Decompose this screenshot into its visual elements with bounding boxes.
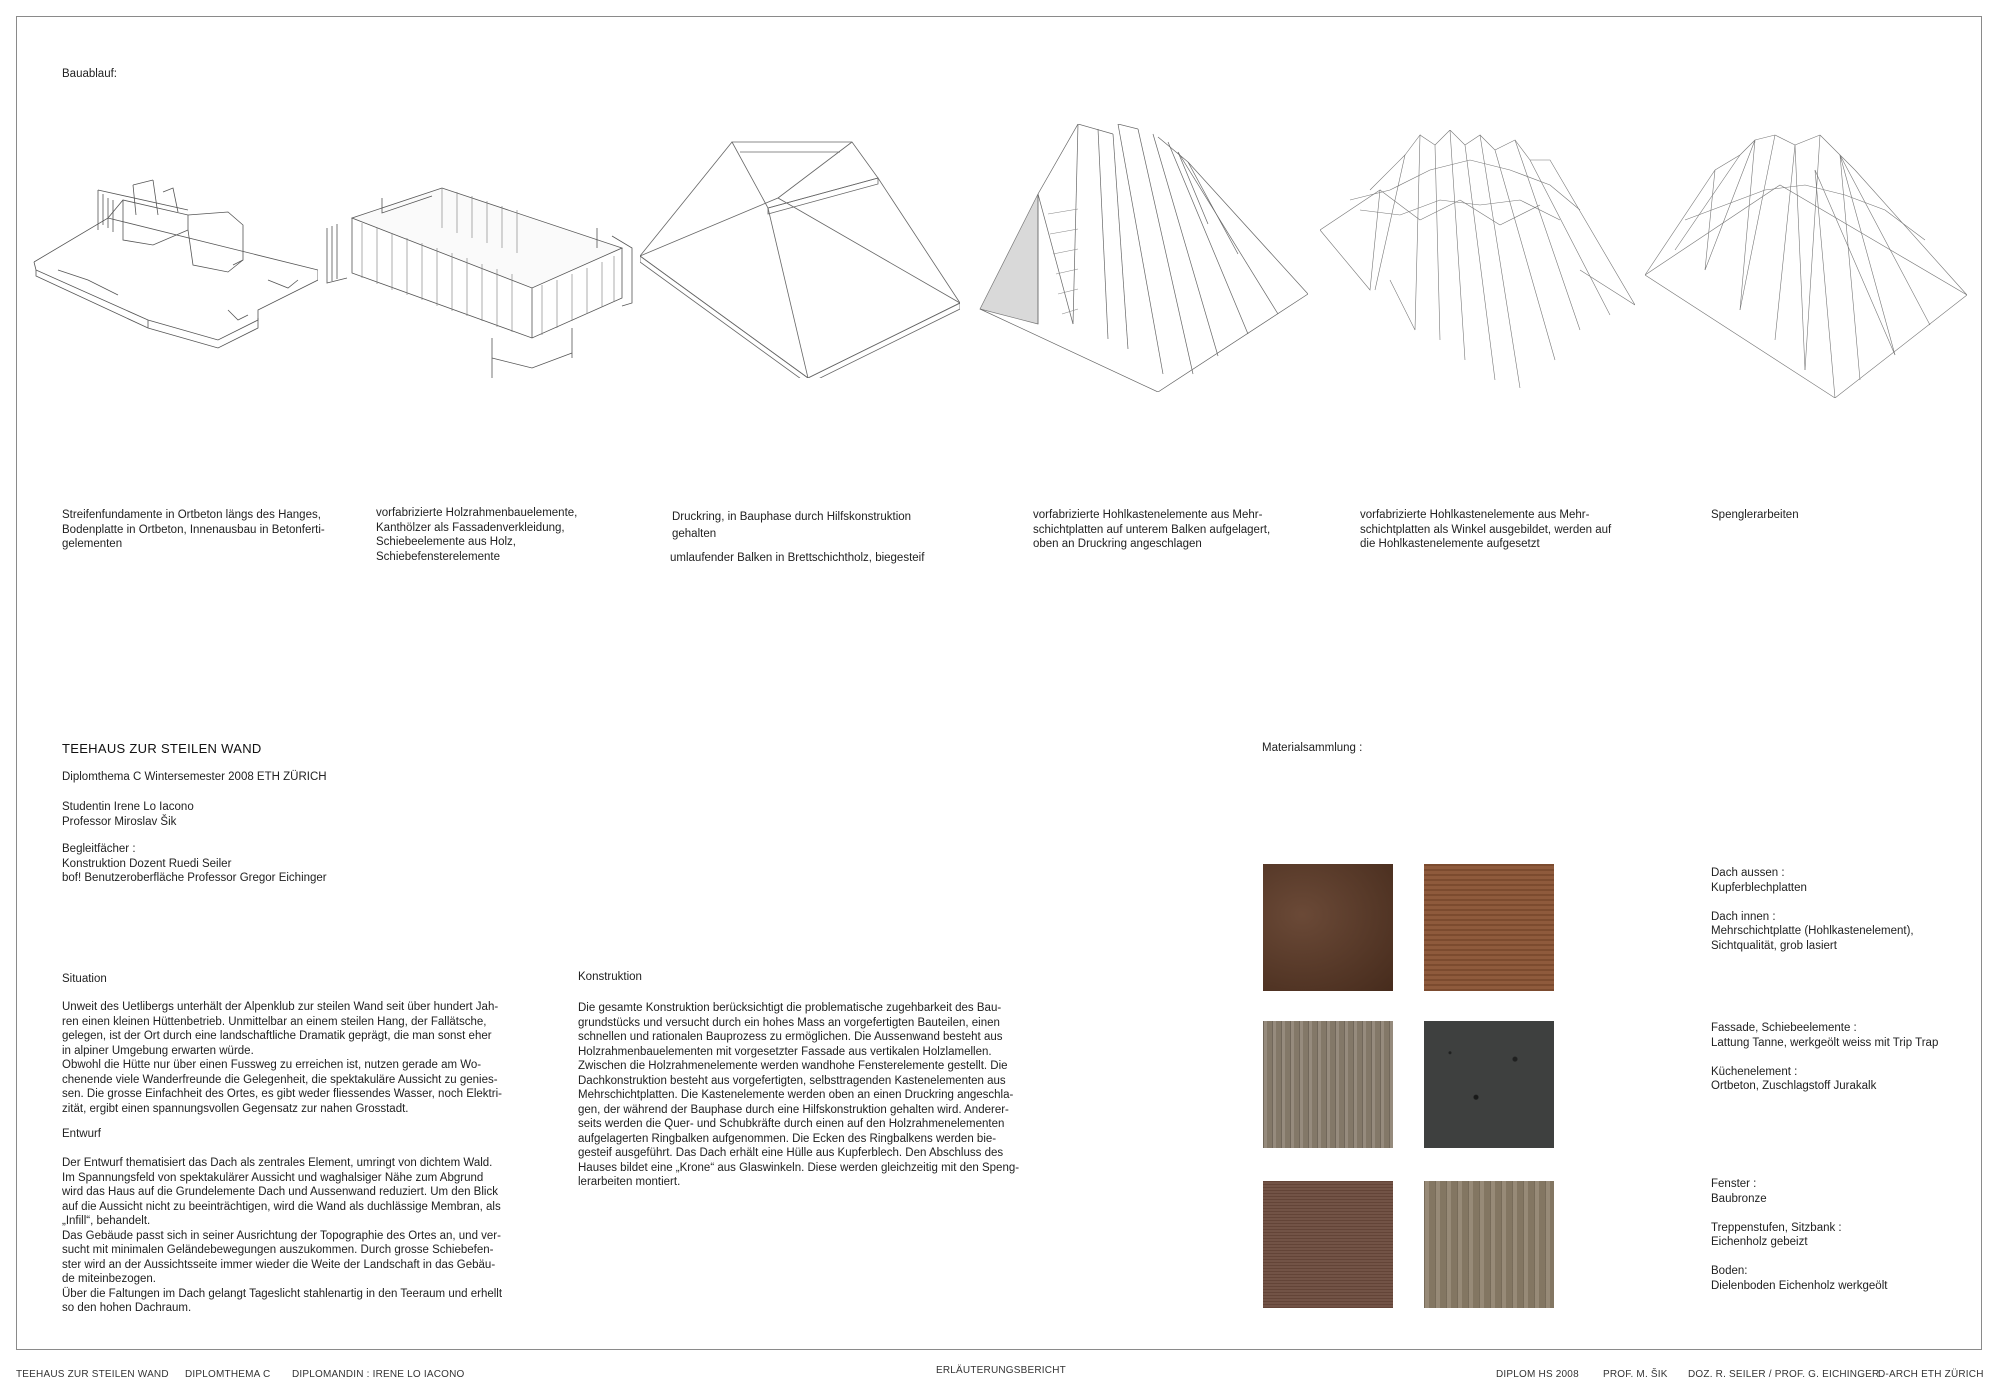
- entwurf-body: Der Entwurf thematisiert das Dach als zentrales Element, umringt von dichtem Wald. Im Spannungsfeld von spektakulärer Aussicht und waghalsiger Nähe zum Abgrund wird das Haus auf die Grundelemente Dach und Aussenwand reduziert. Um den Blick auf die Aussicht nicht zu beeinträchtigen, wird die Wand als duchlässige Membran, als „Infill“, behandelt. Das Gebäude passt sich in seiner Ausrichtung der Topographie des Ortes an, und ver- sucht mit minimalen Geländebewegungen auszukommen. Durch grosse Schiebefen- ster wird an der Aussichtsseite immer wieder die Weite der Landschaft in das Gebäu- de miteinbezogen. Über die Faltungen im Dach gelangt Tageslicht stahlenartig in den Teeraum und erhellt so den hohen Dachraum.: [62, 1157, 503, 1314]
- swatch-copper: [1263, 864, 1393, 991]
- swatch-larch: [1263, 1021, 1393, 1148]
- step-caption-3: Druckring, in Bauphase durch Hilfskonstruktion gehalten: [672, 511, 912, 540]
- project-subjects: Begleitfächer : Konstruktion Dozent Ruedi Seiler bof! Benutzeroberfläche Professor Gregor Eichinger: [62, 843, 327, 884]
- entwurf-heading: Entwurf: [62, 1128, 101, 1140]
- drawing-roof-elements: [978, 124, 1308, 392]
- footer-report: ERLÄUTERUNGSBERICHT: [936, 1365, 1066, 1376]
- step-caption-2: vorfabrizierte Holzrahmenbauelemente, Kanthölzer als Fassadenverkleidung, Schiebeelemente aus Holz, Schiebefensterelemente: [376, 507, 578, 563]
- swatch-oak: [1424, 1181, 1554, 1308]
- project-title: TEEHAUS ZUR STEILEN WAND: [62, 741, 262, 756]
- step-caption-6: Spenglerarbeiten: [1711, 509, 1799, 521]
- drawing-finished-roof: [1645, 130, 1967, 398]
- swatch-bronze: [1263, 1181, 1393, 1308]
- material-group-facade: Fassade, Schiebeelemente : Lattung Tanne, werkgeölt weiss mit Trip Trap Küchenelement : Ortbeton, Zuschlagstoff Jurakalk: [1711, 1022, 1939, 1092]
- footer-diplomandin: DIPLOMANDIN : IRENE LO IACONO: [292, 1369, 465, 1380]
- drawing-roof-angles: [1320, 130, 1635, 388]
- footer-project: TEEHAUS ZUR STEILEN WAND: [16, 1369, 169, 1380]
- swatch-concrete: [1424, 1021, 1554, 1148]
- step-caption-4: vorfabrizierte Hohlkastenelemente aus Mehr- schichtplatten auf unterem Balken aufgelagert, oben an Druckring angeschlagen: [1033, 509, 1271, 550]
- situation-body: Unweit des Uetlibergs unterhält der Alpenklub zur steilen Wand seit über hundert Jah- ren einen kleinen Hüttenbetrieb. Unmittelbar an einem steilen Hang, der Fallätsche, gelegen, ist der Ort durch eine landschaftliche Dramatik geprägt, die man sonst eher in alpiner Umgebung erwarten würde. Obwohl die Hütte nur über einen Fussweg zu erreichen ist, nutzen gerade am Wo- chenende viele Wanderfreunde die Gelegenheit, die spektakuläre Aussicht zu genies- sen. Die grosse Einfachheit des Ortes, es gibt weder fliessendes Wasser, noch Elektri- zität, ergibt einen spannungsvollen Gegensatz zur nahen Grosstadt.: [62, 1001, 502, 1115]
- bauablauf-heading: Bauablauf:: [62, 68, 117, 80]
- step-caption-5: vorfabrizierte Hohlkastenelemente aus Mehr- schichtplatten als Winkel ausgebildet, werden auf die Hohlkastenelemente aufgesetzt: [1360, 509, 1612, 550]
- step-caption-1: Streifenfundamente in Ortbeton längs des Hanges, Bodenplatte in Ortbeton, Innenausbau in Betonferti- gelementen: [62, 509, 325, 550]
- step-caption-3b: umlaufender Balken in Brettschichtholz, biegesteif: [670, 552, 925, 564]
- swatch-plywood: [1424, 864, 1554, 991]
- konstruktion-body: Die gesamte Konstruktion berücksichtigt die problematische zugehbarkeit des Bau- grundstücks und versucht durch ein hohes Mass an vorgefertigten Bauteilen, einen schnellen und rationalen Bauprozess zu ermöglichen. Die Aussenwand besteht aus Holzrahmenbauelementen mit vorgesetzter Fassade aus vertikalen Holzlamellen. Zwischen die Holzrahmenelemente werden wandhohe Fensterelemente gestellt. Die Dachkonstruktion besteht aus vorgefertigten, selbsttragenden Kastenelementen aus Mehrschichtplatten. Die Kastenelemente werden oben an einen Druckring angeschla- gen, der während der Bauphase durch eine Hilfskonstruktion gehalten wird. Anderer- seits werden die Quer- und Schubkräfte durch einen auf den Holzrahmenelementen aufgelagerten Ringbalken aufgenommen. Die Ecken des Ringbalkens werden bie- gesteif ausgeführt. Das Dach erhält eine Hülle aus Kupferblech. Den Abschluss des Hauses bildet eine „Krone“ aus Glaswinkeln. Diese werden gleichzeitig mit den Speng- lerarbeiten montiert.: [578, 1002, 1020, 1188]
- drawing-walls: [322, 178, 634, 403]
- materials-heading: Materialsammlung :: [1262, 742, 1363, 754]
- material-group-roof: Dach aussen : Kupferblechplatten Dach innen : Mehrschichtplatte (Hohlkastenelement), Sichtqualität, grob lasiert: [1711, 867, 1914, 952]
- drawing-ring: [640, 138, 960, 378]
- footer-prof: PROF. M. ŠIK: [1603, 1369, 1668, 1380]
- footer-darch: D-ARCH ETH ZÜRICH: [1878, 1369, 1984, 1380]
- footer-diplom: DIPLOM HS 2008: [1496, 1369, 1579, 1380]
- konstruktion-heading: Konstruktion: [578, 971, 642, 983]
- project-people: Studentin Irene Lo Iacono Professor Miroslav Šik: [62, 801, 194, 828]
- footer-doz: DOZ. R. SEILER / PROF. G. EICHINGER: [1688, 1369, 1880, 1380]
- project-subtitle: Diplomthema C Wintersemester 2008 ETH ZÜRICH: [62, 771, 327, 783]
- footer-thema: DIPLOMTHEMA C: [185, 1369, 271, 1380]
- situation-heading: Situation: [62, 973, 107, 985]
- drawing-foundation: [28, 170, 318, 380]
- material-group-interior: Fenster : Baubronze Treppenstufen, Sitzbank : Eichenholz gebeizt Boden: Dielenboden Eichenholz werkgeölt: [1711, 1178, 1888, 1292]
